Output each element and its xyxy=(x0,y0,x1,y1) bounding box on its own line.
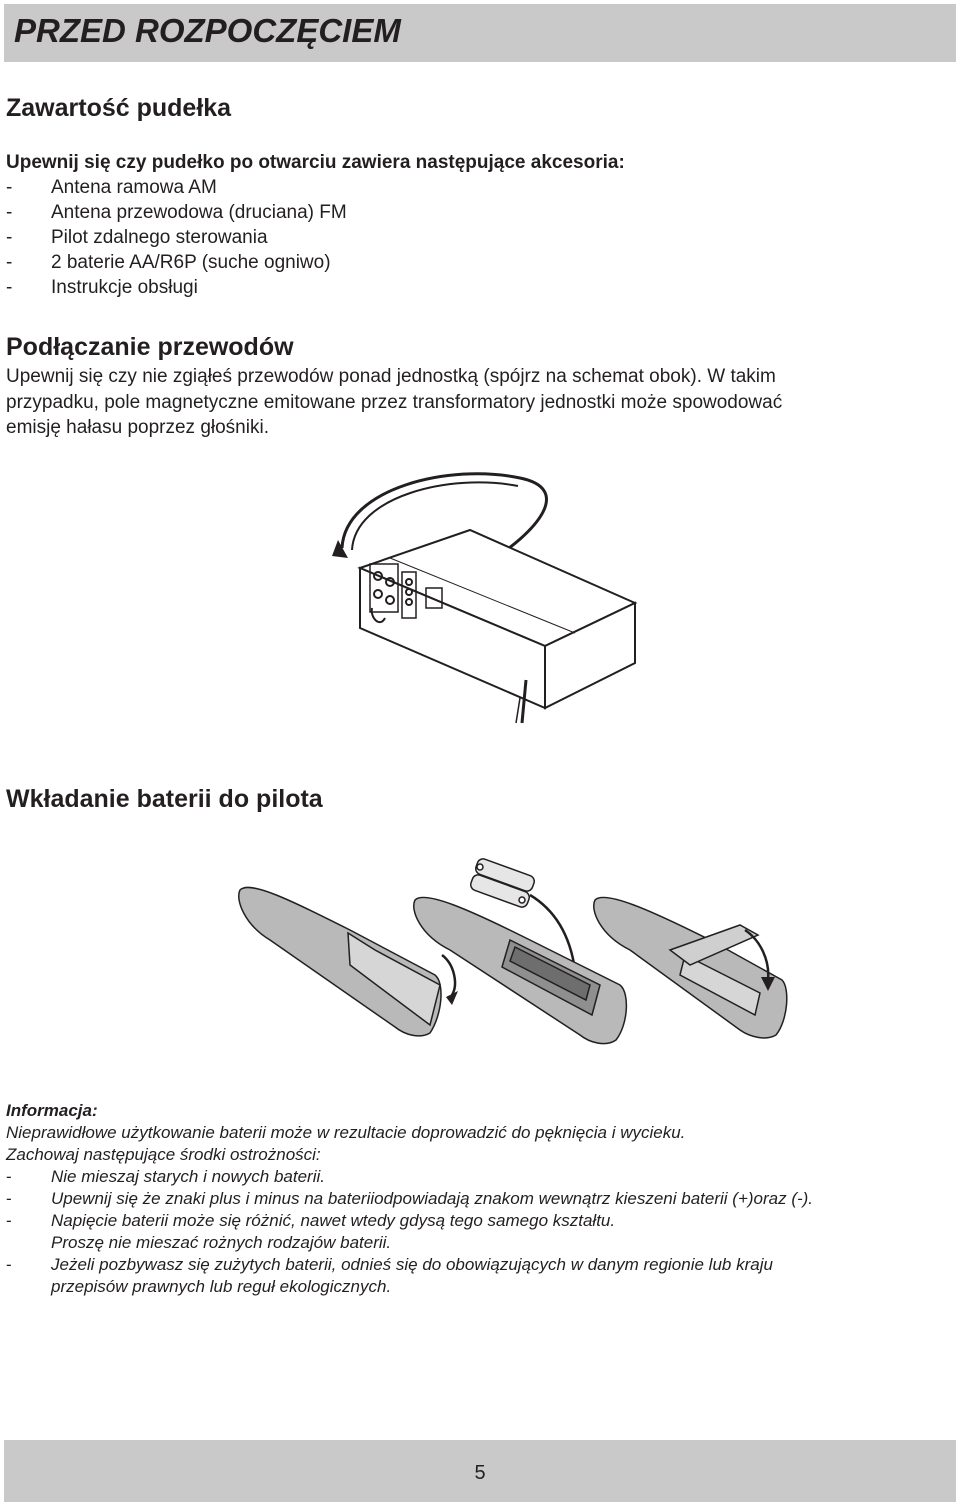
wiring-paragraph: Upewnij się czy nie zgiąłeś przewodów ponad jednostką (spójrz na schemat obok). W takim przypadku, pole magnetyczne emitowane przez transformatory jednostki może spowodować emisję hałasu poprzez głośniki. xyxy=(6,366,783,438)
info-line: Nieprawidłowe użytkowanie baterii może w rezultacie doprowadzić do pęknięcia i wycieku. xyxy=(6,1123,686,1142)
battery-icon xyxy=(469,857,536,909)
info-label: Informacja: xyxy=(6,1101,98,1120)
box-contents-intro: Upewnij się czy pudełko po otwarciu zawiera następujące akcesoria: xyxy=(6,152,625,173)
battery-insertion-illustration xyxy=(230,855,790,1055)
list-item: - Antena przewodowa (druciana) FM xyxy=(6,202,347,223)
box-contents-heading: Zawartość pudełka xyxy=(6,94,232,122)
remote-battery-compartment xyxy=(414,897,627,1043)
box-contents-list xyxy=(6,175,347,300)
list-item: - Jeżeli pozbywasz się zużytych baterii, odnieś się do obowiązujących w danym regionie lub kraju przepisów prawnych lub reguł ekologicznych. xyxy=(6,1255,773,1296)
footer-bar xyxy=(4,1440,956,1502)
page-number: 5 xyxy=(474,1462,486,1484)
info-line: Zachowaj następujące środki ostrożności: xyxy=(6,1145,321,1164)
list-item: - Napięcie baterii może się różnić, nawet wtedy gdysą tego samego kształtu. Proszę nie mieszać rożnych rodzajów baterii. xyxy=(6,1211,616,1252)
batteries-heading: Wkładanie baterii do pilota xyxy=(6,785,323,813)
receiver-cable-illustration xyxy=(330,468,660,728)
info-block xyxy=(6,1100,946,1298)
list-item: - Antena ramowa AM xyxy=(6,177,217,198)
wiring-heading: Podłączanie przewodów xyxy=(6,333,294,361)
list-item: - Instrukcje obsługi xyxy=(6,277,198,298)
list-item: - Nie mieszaj starych i nowych baterii. xyxy=(6,1167,325,1186)
header-bar xyxy=(4,4,956,62)
list-item: - Upewnij się że znaki plus i minus na bateriiodpowiadają znakom wewnątrz kieszeni baterii (+)oraz (-). xyxy=(6,1189,814,1208)
list-item: - 2 baterie AA/R6P (suche ogniwo) xyxy=(6,252,331,273)
page-title: PRZED ROZPOCZĘCIEM xyxy=(14,12,401,49)
list-item: - Pilot zdalnego sterowania xyxy=(6,227,268,248)
